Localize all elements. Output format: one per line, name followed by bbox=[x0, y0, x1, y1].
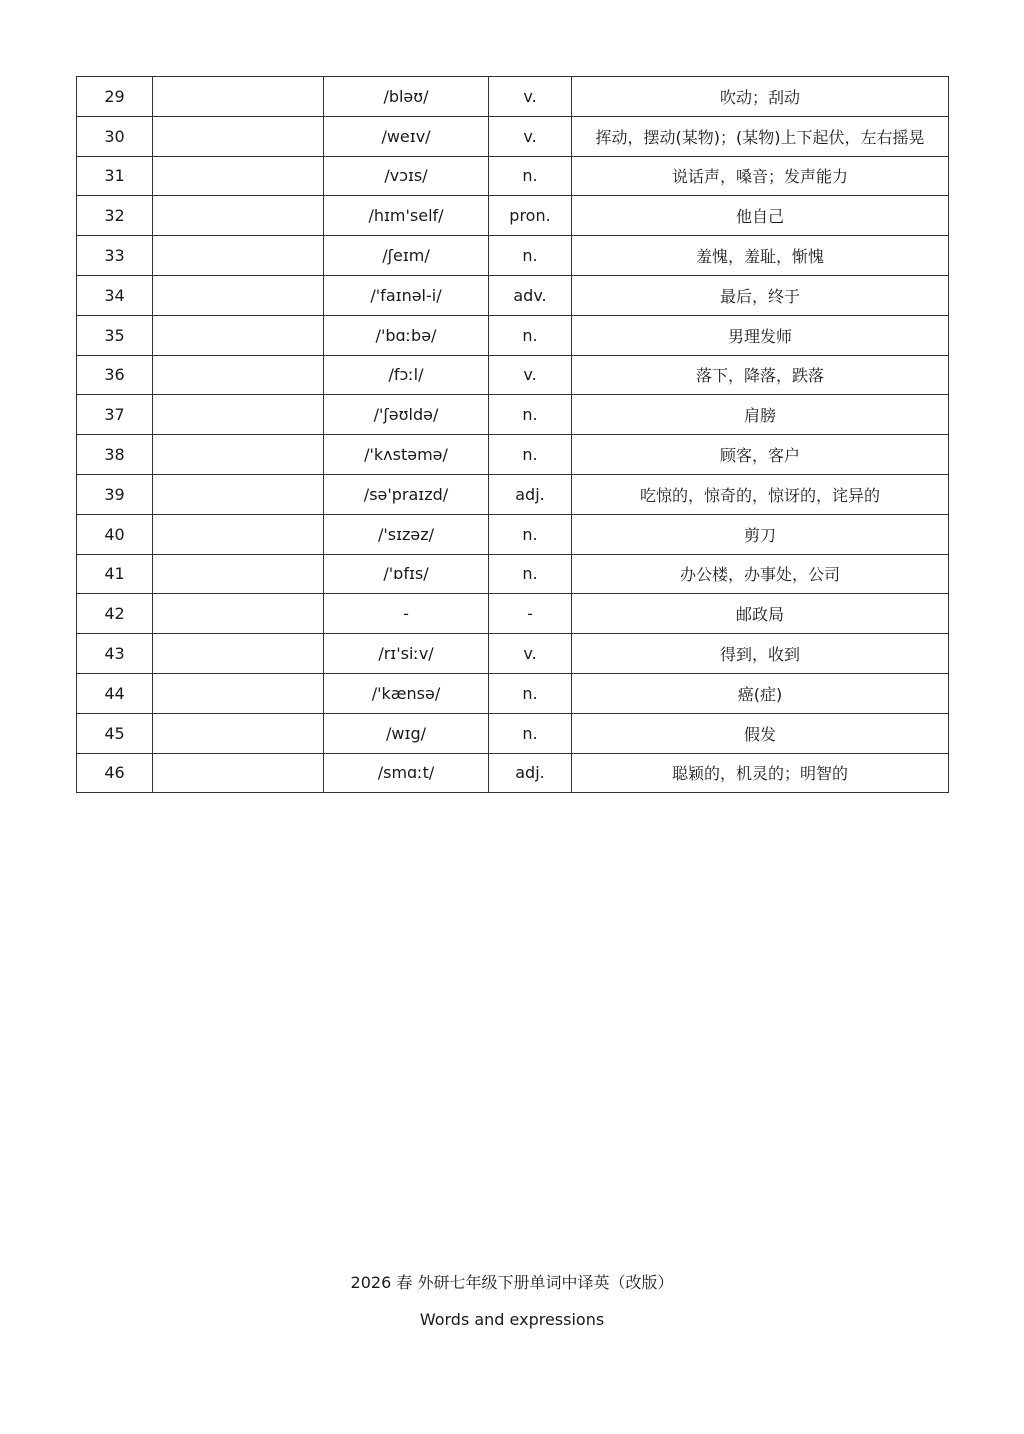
meaning-cell: 剪刀 bbox=[572, 514, 949, 554]
phonetic-cell: /'ɒfɪs/ bbox=[324, 554, 489, 594]
vocabulary-table bbox=[76, 76, 949, 793]
phonetic-cell: /rɪ'siːv/ bbox=[324, 634, 489, 674]
part-of-speech-cell: n. bbox=[489, 236, 572, 276]
number-cell: 36 bbox=[77, 355, 153, 395]
meaning-cell: 他自己 bbox=[572, 196, 949, 236]
number-cell: 39 bbox=[77, 474, 153, 514]
part-of-speech-cell: - bbox=[489, 594, 572, 634]
part-of-speech-cell: n. bbox=[489, 395, 572, 435]
part-of-speech-cell: adj. bbox=[489, 753, 572, 793]
word-answer-cell[interactable] bbox=[153, 355, 324, 395]
meaning-cell: 得到，收到 bbox=[572, 634, 949, 674]
vocabulary-table-body bbox=[77, 77, 949, 793]
part-of-speech-cell: n. bbox=[489, 554, 572, 594]
part-of-speech-cell: adv. bbox=[489, 275, 572, 315]
meaning-cell: 办公楼，办事处，公司 bbox=[572, 554, 949, 594]
number-cell: 30 bbox=[77, 116, 153, 156]
meaning-cell: 顾客，客户 bbox=[572, 435, 949, 475]
word-answer-cell[interactable] bbox=[153, 753, 324, 793]
table-row bbox=[77, 355, 949, 395]
number-cell: 44 bbox=[77, 673, 153, 713]
word-answer-cell[interactable] bbox=[153, 474, 324, 514]
table-row bbox=[77, 474, 949, 514]
word-answer-cell[interactable] bbox=[153, 395, 324, 435]
table-row bbox=[77, 435, 949, 475]
phonetic-cell: - bbox=[324, 594, 489, 634]
meaning-cell: 最后，终于 bbox=[572, 275, 949, 315]
table-row bbox=[77, 753, 949, 793]
phonetic-cell: /fɔːl/ bbox=[324, 355, 489, 395]
table-row bbox=[77, 634, 949, 674]
part-of-speech-cell: v. bbox=[489, 77, 572, 117]
part-of-speech-cell: n. bbox=[489, 156, 572, 196]
word-answer-cell[interactable] bbox=[153, 713, 324, 753]
part-of-speech-cell: v. bbox=[489, 116, 572, 156]
table-row bbox=[77, 594, 949, 634]
part-of-speech-cell: n. bbox=[489, 514, 572, 554]
number-cell: 40 bbox=[77, 514, 153, 554]
meaning-cell: 聪颖的，机灵的；明智的 bbox=[572, 753, 949, 793]
table-row bbox=[77, 315, 949, 355]
meaning-cell: 吹动；刮动 bbox=[572, 77, 949, 117]
phonetic-cell: /weɪv/ bbox=[324, 116, 489, 156]
number-cell: 41 bbox=[77, 554, 153, 594]
table-row bbox=[77, 196, 949, 236]
table-row bbox=[77, 514, 949, 554]
number-cell: 43 bbox=[77, 634, 153, 674]
word-answer-cell[interactable] bbox=[153, 554, 324, 594]
word-answer-cell[interactable] bbox=[153, 634, 324, 674]
part-of-speech-cell: v. bbox=[489, 355, 572, 395]
number-cell: 34 bbox=[77, 275, 153, 315]
word-answer-cell[interactable] bbox=[153, 275, 324, 315]
meaning-cell: 肩膀 bbox=[572, 395, 949, 435]
number-cell: 42 bbox=[77, 594, 153, 634]
phonetic-cell: /bləʊ/ bbox=[324, 77, 489, 117]
number-cell: 29 bbox=[77, 77, 153, 117]
meaning-cell: 羞愧，羞耻，惭愧 bbox=[572, 236, 949, 276]
phonetic-cell: /'kʌstəmə/ bbox=[324, 435, 489, 475]
section-title: 2026 春 外研七年级下册单词中译英（改版） bbox=[350, 1273, 674, 1292]
meaning-cell: 癌(症) bbox=[572, 673, 949, 713]
meaning-cell: 挥动，摆动(某物)；(某物)上下起伏，左右摇晃 bbox=[572, 116, 949, 156]
phonetic-cell: /'sɪzəz/ bbox=[324, 514, 489, 554]
table-row bbox=[77, 116, 949, 156]
number-cell: 38 bbox=[77, 435, 153, 475]
word-answer-cell[interactable] bbox=[153, 594, 324, 634]
meaning-cell: 说话声，嗓音；发声能力 bbox=[572, 156, 949, 196]
phonetic-cell: /wɪg/ bbox=[324, 713, 489, 753]
number-cell: 32 bbox=[77, 196, 153, 236]
phonetic-cell: /'bɑːbə/ bbox=[324, 315, 489, 355]
meaning-cell: 男理发师 bbox=[572, 315, 949, 355]
part-of-speech-cell: pron. bbox=[489, 196, 572, 236]
number-cell: 31 bbox=[77, 156, 153, 196]
part-of-speech-cell: n. bbox=[489, 713, 572, 753]
part-of-speech-cell: n. bbox=[489, 673, 572, 713]
meaning-cell: 邮政局 bbox=[572, 594, 949, 634]
word-answer-cell[interactable] bbox=[153, 236, 324, 276]
number-cell: 46 bbox=[77, 753, 153, 793]
number-cell: 33 bbox=[77, 236, 153, 276]
phonetic-cell: /vɔɪs/ bbox=[324, 156, 489, 196]
table-row bbox=[77, 395, 949, 435]
phonetic-cell: /hɪm'self/ bbox=[324, 196, 489, 236]
word-answer-cell[interactable] bbox=[153, 156, 324, 196]
section-subtitle: Words and expressions bbox=[419, 1310, 605, 1329]
table-row bbox=[77, 554, 949, 594]
phonetic-cell: /ʃeɪm/ bbox=[324, 236, 489, 276]
word-answer-cell[interactable] bbox=[153, 514, 324, 554]
part-of-speech-cell: n. bbox=[489, 435, 572, 475]
part-of-speech-cell: adj. bbox=[489, 474, 572, 514]
table-row bbox=[77, 236, 949, 276]
word-answer-cell[interactable] bbox=[153, 673, 324, 713]
word-answer-cell[interactable] bbox=[153, 435, 324, 475]
phonetic-cell: /'ʃəʊldə/ bbox=[324, 395, 489, 435]
word-answer-cell[interactable] bbox=[153, 116, 324, 156]
table-row bbox=[77, 673, 949, 713]
meaning-cell: 假发 bbox=[572, 713, 949, 753]
number-cell: 45 bbox=[77, 713, 153, 753]
meaning-cell: 落下，降落，跌落 bbox=[572, 355, 949, 395]
number-cell: 35 bbox=[77, 315, 153, 355]
phonetic-cell: /sə'praɪzd/ bbox=[324, 474, 489, 514]
word-answer-cell[interactable] bbox=[153, 315, 324, 355]
table-row bbox=[77, 156, 949, 196]
part-of-speech-cell: n. bbox=[489, 315, 572, 355]
table-row bbox=[77, 713, 949, 753]
phonetic-cell: /'faɪnəl-i/ bbox=[324, 275, 489, 315]
part-of-speech-cell: v. bbox=[489, 634, 572, 674]
word-answer-cell[interactable] bbox=[153, 77, 324, 117]
number-cell: 37 bbox=[77, 395, 153, 435]
phonetic-cell: /'kænsə/ bbox=[324, 673, 489, 713]
table-row bbox=[77, 77, 949, 117]
word-answer-cell[interactable] bbox=[153, 196, 324, 236]
meaning-cell: 吃惊的，惊奇的，惊讶的，诧异的 bbox=[572, 474, 949, 514]
table-row bbox=[77, 275, 949, 315]
phonetic-cell: /smɑːt/ bbox=[324, 753, 489, 793]
